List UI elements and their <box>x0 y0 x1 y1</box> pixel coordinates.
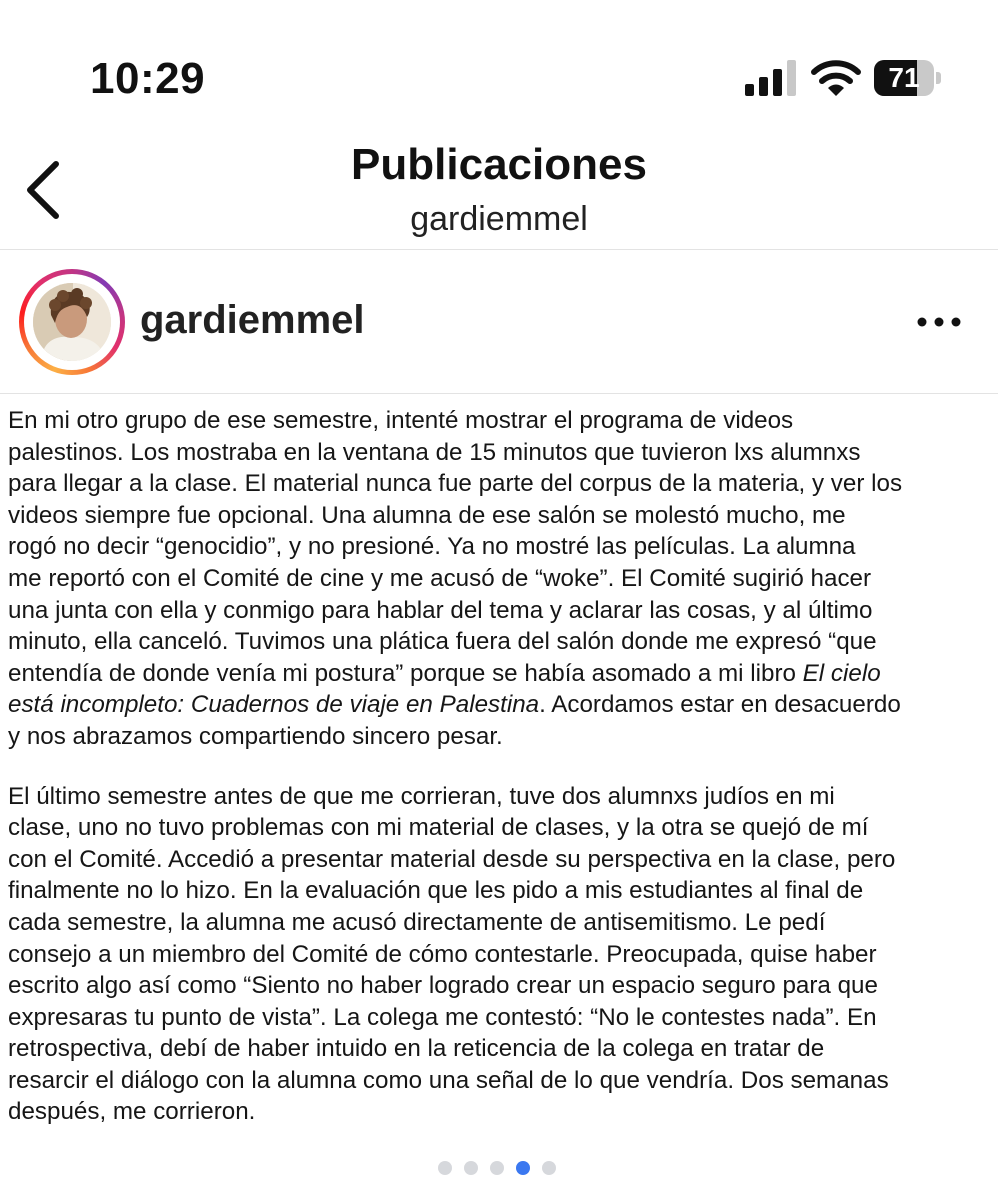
status-time: 10:29 <box>90 54 206 103</box>
carousel-dot <box>438 1161 452 1175</box>
page-subtitle-username[interactable]: gardiemmel <box>410 200 588 238</box>
story-ring[interactable] <box>19 269 125 375</box>
paragraph-1-book-title: El cielo está incompleto: Cuadernos de viaje en Palestina <box>8 659 881 719</box>
paragraph-1-text-b: . Acordamos estar en desacuerdo y nos abrazamos compartiendo sincero pesar. <box>8 691 901 750</box>
carousel-dot <box>542 1161 556 1175</box>
page-title: Publicaciones <box>351 140 647 189</box>
carousel-dot <box>464 1161 478 1175</box>
post-paragraph-2: El último semestre antes de que me corrieran, tuve dos alumnxs judíos en mi clase, uno no tuvo problemas con mi material de clases, y la otra se quejó de mí con el Comité. Accedió a presentar material desde su perspectiva en la clase, pero finalmente no lo hizo. En la evaluación que les pido a mis estudiantes al final de cada semestre, la alumna me acusó directamente de antisemitismo. Le pedí consejo a un miembro del Comité de cómo contestarle. Preocupada, quise haber escrito algo así como “Siento no haber logrado crear un espacio seguro para que expresaras tu punto de vista”. La colega me contestó: “No le contestes nada”. En retrospectiva, debí de haber intuido en la reticencia de la colega en tratar de resarcir el diálogo con la alumna como una señal de lo que vendría. Dos semanas después, me corrieron. <box>8 782 896 1126</box>
profile-avatar[interactable] <box>33 283 111 361</box>
paragraph-1-text-a: En mi otro grupo de ese semestre, intenté mostrar el programa de videos palestinos. Los mostraba en la ventana de 15 minutos que tuvieron lxs alumnxs para llegar a la clase. El material nunca fue parte del corpus de la materia, y ver los videos siempre fue opcional. Una alumna de ese salón se molestó mucho, me rogó no decir “genocidio”, y no presioné. Ya no mostré las películas. La alumna me reportó con el Comité de cine y me acusó de “woke”. El Comité sugirió hacer una junta con ella y conmigo para hablar del tema y aclarar las cosas, y al último minuto, ella canceló. Tuvimos una plática fuera del salón donde me expresó “que entendía de donde venía mi postura” porque se había asomado a mi libro <box>8 407 903 687</box>
header-divider <box>0 249 998 250</box>
post-username[interactable]: gardiemmel <box>140 298 365 342</box>
battery-percent: 71 <box>888 62 920 93</box>
post-paragraph-1 <box>8 405 996 753</box>
battery-icon <box>874 60 942 96</box>
post-header-divider <box>0 393 998 394</box>
post-image-text <box>8 405 996 1156</box>
cellular-signal-icon <box>745 60 797 96</box>
carousel-dot <box>490 1161 504 1175</box>
more-horizontal-icon[interactable] <box>914 312 964 332</box>
wifi-icon <box>811 58 861 98</box>
carousel-dot-active <box>516 1161 530 1175</box>
